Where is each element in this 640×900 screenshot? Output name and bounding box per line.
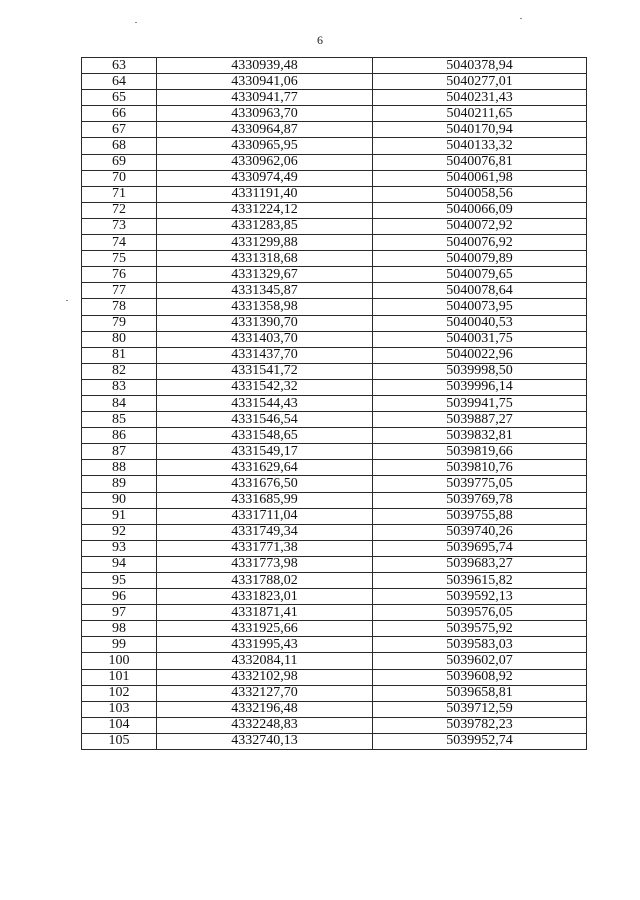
point-number-cell: 69 <box>82 154 157 170</box>
x-coordinate-cell: 4331345,87 <box>157 283 373 299</box>
point-number-cell: 104 <box>82 717 157 733</box>
point-number-cell: 93 <box>82 540 157 556</box>
x-coordinate-cell: 4331771,38 <box>157 540 373 556</box>
point-number-cell: 65 <box>82 90 157 106</box>
point-number-cell: 72 <box>82 202 157 218</box>
y-coordinate-cell: 5040058,56 <box>373 186 587 202</box>
table-row <box>82 138 587 154</box>
y-coordinate-cell: 5040277,01 <box>373 74 587 90</box>
table-row <box>82 444 587 460</box>
point-number-cell: 83 <box>82 379 157 395</box>
x-coordinate-cell: 4331995,43 <box>157 637 373 653</box>
table-row <box>82 363 587 379</box>
table-row <box>82 701 587 717</box>
y-coordinate-cell: 5039712,59 <box>373 701 587 717</box>
x-coordinate-cell: 4331546,54 <box>157 412 373 428</box>
y-coordinate-cell: 5039952,74 <box>373 733 587 749</box>
table-row <box>82 717 587 733</box>
x-coordinate-cell: 4330974,49 <box>157 170 373 186</box>
table-row <box>82 186 587 202</box>
x-coordinate-cell: 4331749,34 <box>157 524 373 540</box>
table-row <box>82 556 587 572</box>
x-coordinate-cell: 4331437,70 <box>157 347 373 363</box>
y-coordinate-cell: 5040231,43 <box>373 90 587 106</box>
x-coordinate-cell: 4331549,17 <box>157 444 373 460</box>
x-coordinate-cell: 4331544,43 <box>157 395 373 411</box>
table-row <box>82 122 587 138</box>
x-coordinate-cell: 4330939,48 <box>157 58 373 74</box>
point-number-cell: 74 <box>82 235 157 251</box>
table-row <box>82 637 587 653</box>
point-number-cell: 70 <box>82 170 157 186</box>
y-coordinate-cell: 5040031,75 <box>373 331 587 347</box>
y-coordinate-cell: 5040079,65 <box>373 267 587 283</box>
point-number-cell: 89 <box>82 476 157 492</box>
y-coordinate-cell: 5039740,26 <box>373 524 587 540</box>
y-coordinate-cell: 5040078,64 <box>373 283 587 299</box>
table-row <box>82 412 587 428</box>
x-coordinate-cell: 4332740,13 <box>157 733 373 749</box>
x-coordinate-cell: 4332248,83 <box>157 717 373 733</box>
table-row <box>82 476 587 492</box>
point-number-cell: 97 <box>82 605 157 621</box>
table-row <box>82 524 587 540</box>
y-coordinate-cell: 5039608,92 <box>373 669 587 685</box>
point-number-cell: 102 <box>82 685 157 701</box>
x-coordinate-cell: 4330941,06 <box>157 74 373 90</box>
y-coordinate-cell: 5039887,27 <box>373 412 587 428</box>
y-coordinate-cell: 5040378,94 <box>373 58 587 74</box>
y-coordinate-cell: 5039658,81 <box>373 685 587 701</box>
point-number-cell: 73 <box>82 218 157 234</box>
y-coordinate-cell: 5039941,75 <box>373 395 587 411</box>
x-coordinate-cell: 4331542,32 <box>157 379 373 395</box>
table-row <box>82 395 587 411</box>
point-number-cell: 99 <box>82 637 157 653</box>
y-coordinate-cell: 5040066,09 <box>373 202 587 218</box>
table-row <box>82 74 587 90</box>
table-row <box>82 621 587 637</box>
x-coordinate-cell: 4331823,01 <box>157 589 373 605</box>
point-number-cell: 67 <box>82 122 157 138</box>
table-row <box>82 251 587 267</box>
y-coordinate-cell: 5039575,92 <box>373 621 587 637</box>
x-coordinate-cell: 4331358,98 <box>157 299 373 315</box>
table-row <box>82 460 587 476</box>
y-coordinate-cell: 5039832,81 <box>373 428 587 444</box>
y-coordinate-cell: 5039695,74 <box>373 540 587 556</box>
x-coordinate-cell: 4331403,70 <box>157 331 373 347</box>
y-coordinate-cell: 5039592,13 <box>373 589 587 605</box>
scan-speck <box>135 22 137 23</box>
coordinates-table-body <box>82 58 587 750</box>
x-coordinate-cell: 4331788,02 <box>157 573 373 589</box>
y-coordinate-cell: 5040170,94 <box>373 122 587 138</box>
table-row <box>82 733 587 749</box>
point-number-cell: 64 <box>82 74 157 90</box>
x-coordinate-cell: 4331299,88 <box>157 235 373 251</box>
x-coordinate-cell: 4331224,12 <box>157 202 373 218</box>
table-row <box>82 58 587 74</box>
point-number-cell: 75 <box>82 251 157 267</box>
point-number-cell: 91 <box>82 508 157 524</box>
point-number-cell: 66 <box>82 106 157 122</box>
table-row <box>82 379 587 395</box>
point-number-cell: 84 <box>82 395 157 411</box>
y-coordinate-cell: 5040133,32 <box>373 138 587 154</box>
x-coordinate-cell: 4331283,85 <box>157 218 373 234</box>
table-row <box>82 669 587 685</box>
coordinates-table <box>81 57 587 750</box>
y-coordinate-cell: 5040076,92 <box>373 235 587 251</box>
table-row <box>82 573 587 589</box>
y-coordinate-cell: 5039998,50 <box>373 363 587 379</box>
table-row <box>82 283 587 299</box>
table-row <box>82 347 587 363</box>
table-row <box>82 428 587 444</box>
table-row <box>82 605 587 621</box>
x-coordinate-cell: 4331773,98 <box>157 556 373 572</box>
x-coordinate-cell: 4330964,87 <box>157 122 373 138</box>
y-coordinate-cell: 5039775,05 <box>373 476 587 492</box>
y-coordinate-cell: 5039769,78 <box>373 492 587 508</box>
table-row <box>82 540 587 556</box>
x-coordinate-cell: 4330962,06 <box>157 154 373 170</box>
y-coordinate-cell: 5039810,76 <box>373 460 587 476</box>
x-coordinate-cell: 4332127,70 <box>157 685 373 701</box>
x-coordinate-cell: 4331685,99 <box>157 492 373 508</box>
table-row <box>82 202 587 218</box>
x-coordinate-cell: 4330941,77 <box>157 90 373 106</box>
x-coordinate-cell: 4331390,70 <box>157 315 373 331</box>
x-coordinate-cell: 4331711,04 <box>157 508 373 524</box>
table-row <box>82 315 587 331</box>
point-number-cell: 87 <box>82 444 157 460</box>
page-number: 6 <box>317 33 323 47</box>
y-coordinate-cell: 5039755,88 <box>373 508 587 524</box>
table-row <box>82 331 587 347</box>
point-number-cell: 105 <box>82 733 157 749</box>
y-coordinate-cell: 5040061,98 <box>373 170 587 186</box>
point-number-cell: 71 <box>82 186 157 202</box>
y-coordinate-cell: 5039996,14 <box>373 379 587 395</box>
table-row <box>82 90 587 106</box>
point-number-cell: 80 <box>82 331 157 347</box>
point-number-cell: 82 <box>82 363 157 379</box>
y-coordinate-cell: 5039583,03 <box>373 637 587 653</box>
point-number-cell: 85 <box>82 412 157 428</box>
table-row <box>82 508 587 524</box>
table-row <box>82 492 587 508</box>
x-coordinate-cell: 4332084,11 <box>157 653 373 669</box>
x-coordinate-cell: 4331541,72 <box>157 363 373 379</box>
point-number-cell: 101 <box>82 669 157 685</box>
x-coordinate-cell: 4331191,40 <box>157 186 373 202</box>
point-number-cell: 95 <box>82 573 157 589</box>
table-row <box>82 685 587 701</box>
table-row <box>82 267 587 283</box>
y-coordinate-cell: 5040073,95 <box>373 299 587 315</box>
table-row <box>82 235 587 251</box>
table-row <box>82 589 587 605</box>
point-number-cell: 96 <box>82 589 157 605</box>
point-number-cell: 77 <box>82 283 157 299</box>
y-coordinate-cell: 5039819,66 <box>373 444 587 460</box>
point-number-cell: 78 <box>82 299 157 315</box>
point-number-cell: 76 <box>82 267 157 283</box>
point-number-cell: 103 <box>82 701 157 717</box>
y-coordinate-cell: 5039602,07 <box>373 653 587 669</box>
y-coordinate-cell: 5040040,53 <box>373 315 587 331</box>
point-number-cell: 86 <box>82 428 157 444</box>
scan-speck <box>66 300 68 301</box>
x-coordinate-cell: 4330963,70 <box>157 106 373 122</box>
x-coordinate-cell: 4331629,64 <box>157 460 373 476</box>
y-coordinate-cell: 5040211,65 <box>373 106 587 122</box>
y-coordinate-cell: 5039615,82 <box>373 573 587 589</box>
y-coordinate-cell: 5040072,92 <box>373 218 587 234</box>
point-number-cell: 81 <box>82 347 157 363</box>
point-number-cell: 88 <box>82 460 157 476</box>
x-coordinate-cell: 4330965,95 <box>157 138 373 154</box>
x-coordinate-cell: 4331871,41 <box>157 605 373 621</box>
point-number-cell: 100 <box>82 653 157 669</box>
x-coordinate-cell: 4331925,66 <box>157 621 373 637</box>
x-coordinate-cell: 4332102,98 <box>157 669 373 685</box>
point-number-cell: 94 <box>82 556 157 572</box>
x-coordinate-cell: 4331329,67 <box>157 267 373 283</box>
table-row <box>82 170 587 186</box>
y-coordinate-cell: 5040076,81 <box>373 154 587 170</box>
x-coordinate-cell: 4331318,68 <box>157 251 373 267</box>
table-row <box>82 106 587 122</box>
y-coordinate-cell: 5040022,96 <box>373 347 587 363</box>
point-number-cell: 79 <box>82 315 157 331</box>
y-coordinate-cell: 5040079,89 <box>373 251 587 267</box>
x-coordinate-cell: 4332196,48 <box>157 701 373 717</box>
y-coordinate-cell: 5039683,27 <box>373 556 587 572</box>
y-coordinate-cell: 5039576,05 <box>373 605 587 621</box>
point-number-cell: 98 <box>82 621 157 637</box>
point-number-cell: 90 <box>82 492 157 508</box>
table-row <box>82 218 587 234</box>
scan-speck <box>520 18 522 19</box>
point-number-cell: 68 <box>82 138 157 154</box>
table-row <box>82 653 587 669</box>
point-number-cell: 63 <box>82 58 157 74</box>
x-coordinate-cell: 4331676,50 <box>157 476 373 492</box>
table-row <box>82 154 587 170</box>
table-row <box>82 299 587 315</box>
y-coordinate-cell: 5039782,23 <box>373 717 587 733</box>
point-number-cell: 92 <box>82 524 157 540</box>
x-coordinate-cell: 4331548,65 <box>157 428 373 444</box>
